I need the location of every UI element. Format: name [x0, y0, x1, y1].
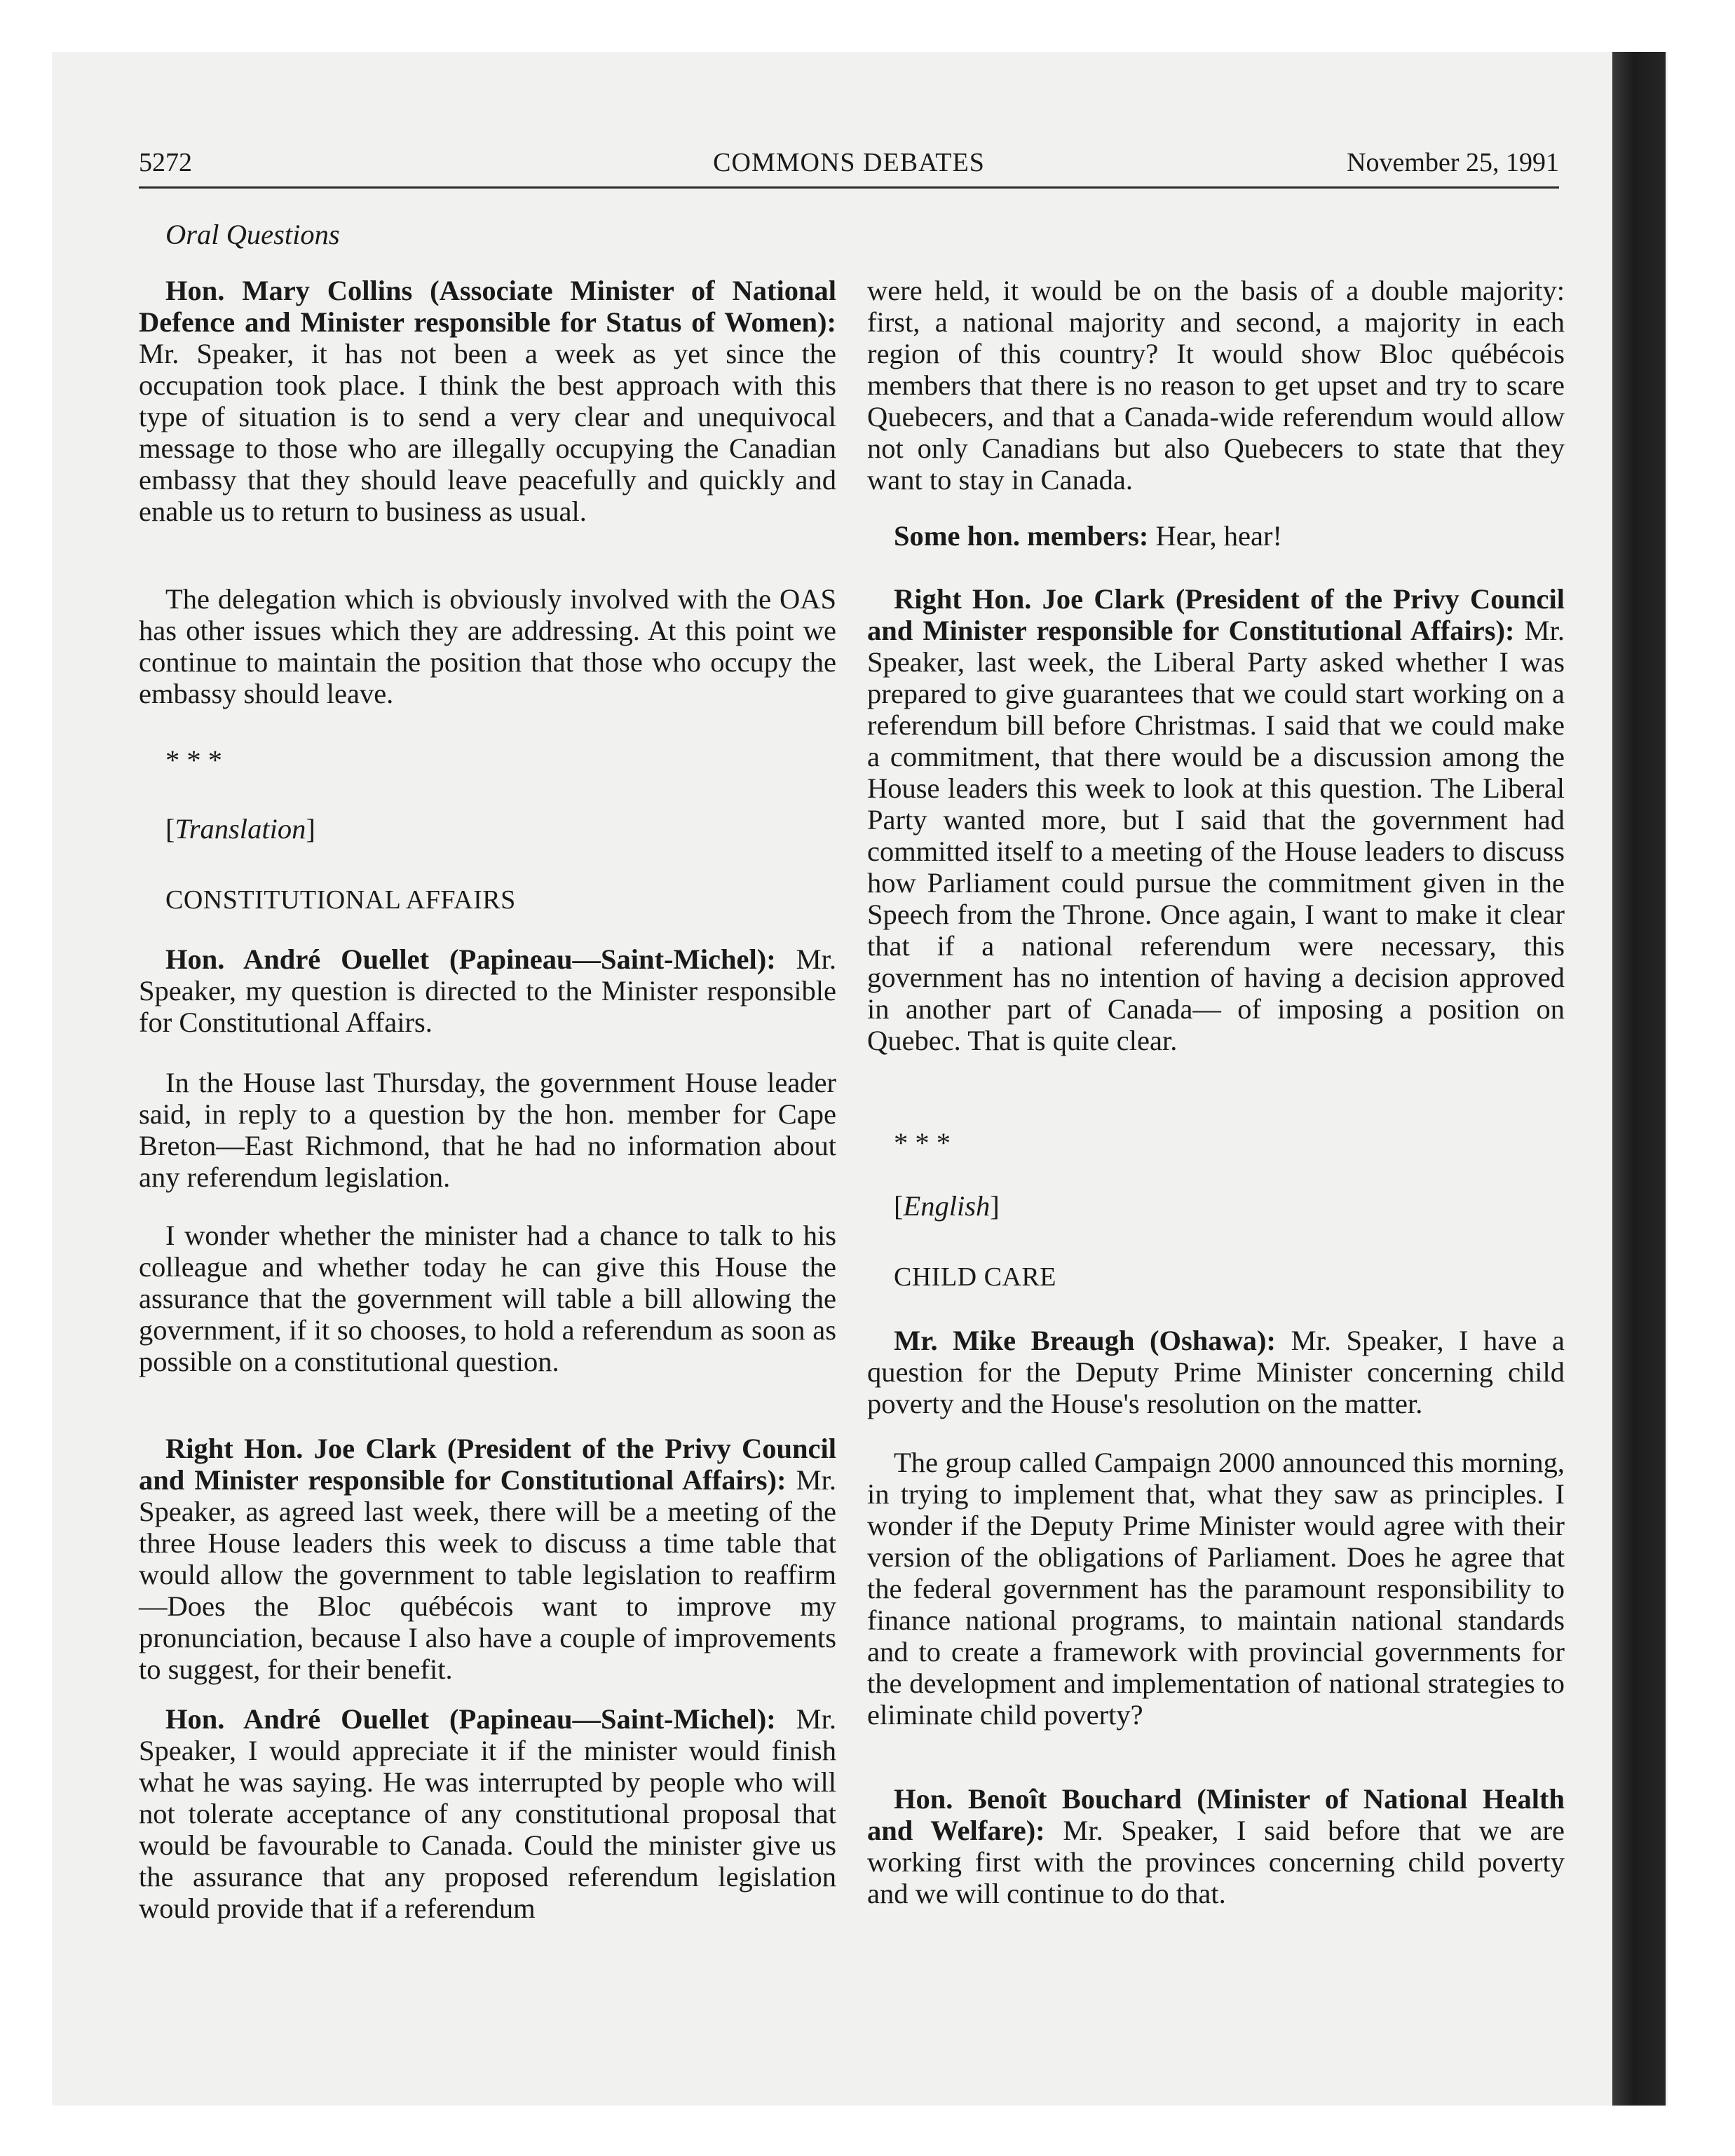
paragraph-text: Mr. Speaker, my question is directed to the Minister responsible for Constitutional Affairs. [139, 943, 836, 1038]
speaker-name: Hon. André Ouellet (Papineau—Saint-Michel): [165, 943, 776, 975]
scan-edge-shadow [1612, 52, 1666, 2106]
paragraph [139, 943, 836, 1038]
paragraph-text: The group called Campaign 2000 announced this morning, in trying to implement that, what they saw as principles. I wonder if the Deputy Prime Minister would agree with their version of the obligations of Parliament. Does he agree that the federal government has the paramount responsibility to finance national programs, to maintain national standards and to create a framework with provincial governments for the development and implementation of national strategies to eliminate child poverty? [867, 1447, 1565, 1731]
paragraph-text: Mr. Speaker, I have a question for the Deputy Prime Minister concerning child poverty and the House's resolution on the matter. [867, 1325, 1565, 1419]
paragraph [139, 1220, 836, 1377]
paragraph-text: I wonder whether the minister had a chance to talk to his colleague and whether today he can give this House the assurance that the government will table a bill allowing the government, if it so chooses, to hold a referendum as soon as possible on a constitutional question. [139, 1220, 836, 1377]
paragraph [139, 1433, 836, 1685]
separator: * * * [894, 1127, 951, 1159]
paragraph-text: The delegation which is obviously involved with the OAS has other issues which they are addressing. At this point we continue to maintain the position that those who occupy the embassy should leave. [139, 583, 836, 709]
speaker-name: Hon. André Ouellet (Papineau—Saint-Michel): [165, 1703, 776, 1735]
speaker-name: Hon. Mary Collins (Associate Minister of National Defence and Minister responsible for Status of Women): [139, 275, 836, 338]
paragraph [867, 275, 1565, 496]
paragraph [867, 520, 1565, 552]
paragraph-text: Hear, hear! [1155, 520, 1282, 552]
paragraph [867, 1783, 1565, 1909]
paragraph-text: were held, it would be on the basis of a double majority: first, a national majority and second, a majority in each region of this country? It would show Bloc québécois members that there is no reason to get upset and try to scare Quebecers, and that a Canada-wide referendum would allow not only Canadians but also Quebecers to state that they want to stay in Canada. [867, 275, 1565, 496]
speaker-name: Hon. Benoît Bouchard (Minister of National Health and Welfare): [867, 1783, 1565, 1846]
section-heading: CHILD CARE [894, 1262, 1056, 1292]
paragraph-text: Mr. Speaker, last week, the Liberal Party asked whether I was prepared to give guarantees that we could start working on a referendum bill before Christmas. I said that we could make a commitment, that there would be a discussion among the House leaders this week to look at this question. The Liberal Party wanted more, but I said that the government had committed itself to a meeting of the House leaders to discuss how Parliament could pursue the commitment given in the Speech from the Throne. Once again, I want to make it clear that if a national referendum were necessary, this government has no intention of having a decision approved in another part of Canada— of imposing a position on Quebec. That is quite clear. [867, 615, 1565, 1056]
paragraph-text: Mr. Speaker, I said before that we are working first with the provinces concerning child poverty and we will continue to do that. [867, 1815, 1565, 1909]
paragraph [867, 1447, 1565, 1731]
paragraph-text: Mr. Speaker, I would appreciate it if the minister would finish what he was saying. He was interrupted by people who will not tolerate acceptance of any constitutional proposal that would be favourable to Canada. Could the minister give us the assurance that any proposed referendum legislation would provide that if a referendum [139, 1703, 836, 1924]
section-heading: CONSTITUTIONAL AFFAIRS [165, 885, 516, 915]
language-label: [Translation] [165, 813, 315, 845]
page-number: 5272 [139, 148, 192, 177]
paragraph-text: Mr. Speaker, it has not been a week as yet since the occupation took place. I think the best approach with this type of situation is to send a very clear and unequivocal message to those who are illegally occupying the Canadian embassy that they should leave peacefully and quickly and enable us to return to business as usual. [139, 338, 836, 527]
speaker-name: Right Hon. Joe Clark (President of the Privy Council and Minister responsible for Constitutional Affairs): [867, 583, 1565, 646]
separator: * * * [165, 744, 222, 776]
paragraph [139, 275, 836, 527]
page-header [139, 137, 1559, 189]
paragraph [867, 1325, 1565, 1419]
paragraph-text: In the House last Thursday, the government House leader said, in reply to a question by the hon. member for Cape Breton—East Richmond, that he had no information about any referendum legislation. [139, 1067, 836, 1193]
language-label: [English] [894, 1190, 1000, 1222]
publication-title: COMMONS DEBATES [713, 148, 985, 177]
paragraph [139, 583, 836, 709]
speaker-name: Some hon. members: [894, 520, 1149, 552]
paragraph-text: Mr. Speaker, as agreed last week, there will be a meeting of the three House leaders this week to discuss a time table that would allow the government to table legislation to reaffirm—Does the Bloc québécois want to improve my pronunciation, because I also have a couple of improvements to suggest, for their benefit. [139, 1464, 837, 1685]
paragraph [139, 1067, 836, 1193]
publication-date: November 25, 1991 [1347, 148, 1559, 177]
speaker-name: Right Hon. Joe Clark (President of the Privy Council and Minister responsible for Constitutional Affairs): [139, 1433, 836, 1496]
speaker-name: Mr. Mike Breaugh (Oshawa): [894, 1325, 1277, 1356]
section-title: Oral Questions [165, 219, 340, 250]
paragraph [139, 1703, 836, 1924]
paragraph [867, 583, 1565, 1056]
